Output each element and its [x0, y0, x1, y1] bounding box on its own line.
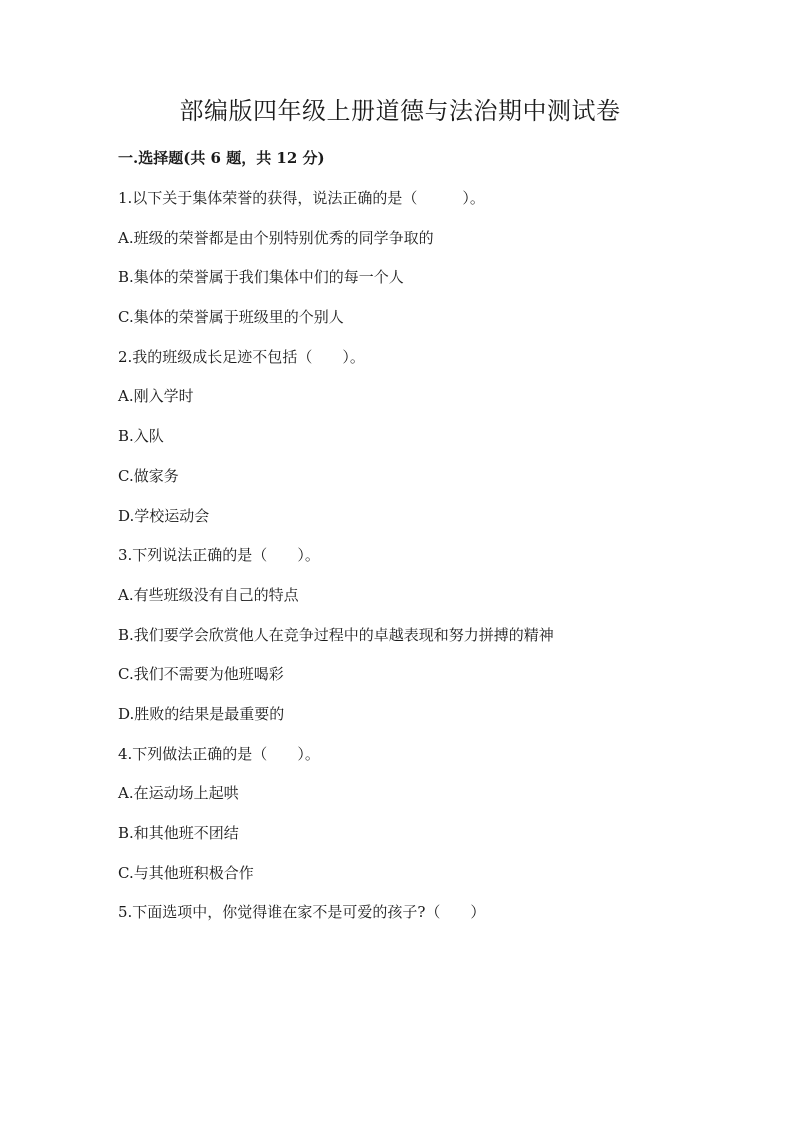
question-2 [118, 346, 738, 527]
answer-option: B.入队 [118, 427, 164, 446]
question-stem: 3.下列说法正确的是（ ）。 [118, 546, 320, 565]
answer-option: A.班级的荣誉都是由个别特别优秀的同学争取的 [118, 228, 434, 247]
answer-option: C.做家务 [118, 466, 179, 485]
answer-option: C.与其他班积极合作 [118, 863, 254, 882]
answer-option: D.胜败的结果是最重要的 [118, 704, 285, 723]
question-stem: 4.下列做法正确的是（ ）。 [118, 744, 320, 763]
answer-option: A.有些班级没有自己的特点 [118, 585, 299, 604]
question-list [118, 187, 738, 941]
answer-option: B.和其他班不团结 [118, 824, 239, 842]
question-4 [118, 743, 738, 884]
answer-option: A.刚入学时 [118, 387, 194, 406]
question-5 [118, 901, 738, 923]
answer-option: A.在运动场上起哄 [118, 784, 239, 803]
question-1 [118, 187, 738, 328]
answer-option: C.我们不需要为他班喝彩 [118, 665, 284, 684]
question-stem: 1.以下关于集体荣誉的获得，说法正确的是（ ）。 [118, 189, 485, 207]
page-title: 部编版四年级上册道德与法治期中测试卷 [179, 97, 621, 125]
answer-option: D.学校运动会 [118, 506, 210, 525]
section-heading: 一.选择题(共 6 题，共 12 分) [118, 149, 325, 167]
answer-option: C.集体的荣誉属于班级里的个别人 [118, 308, 344, 327]
question-stem: 5.下面选项中，你觉得谁在家不是可爱的孩子?（ ） [118, 903, 486, 922]
question-3 [118, 544, 738, 725]
answer-option: B.我们要学会欣赏他人在竞争过程中的卓越表现和努力拼搏的精神 [118, 625, 554, 644]
answer-option: B.集体的荣誉属于我们集体中们的每一个人 [118, 268, 404, 287]
question-stem: 2.我的班级成长足迹不包括（ ）。 [118, 347, 365, 366]
